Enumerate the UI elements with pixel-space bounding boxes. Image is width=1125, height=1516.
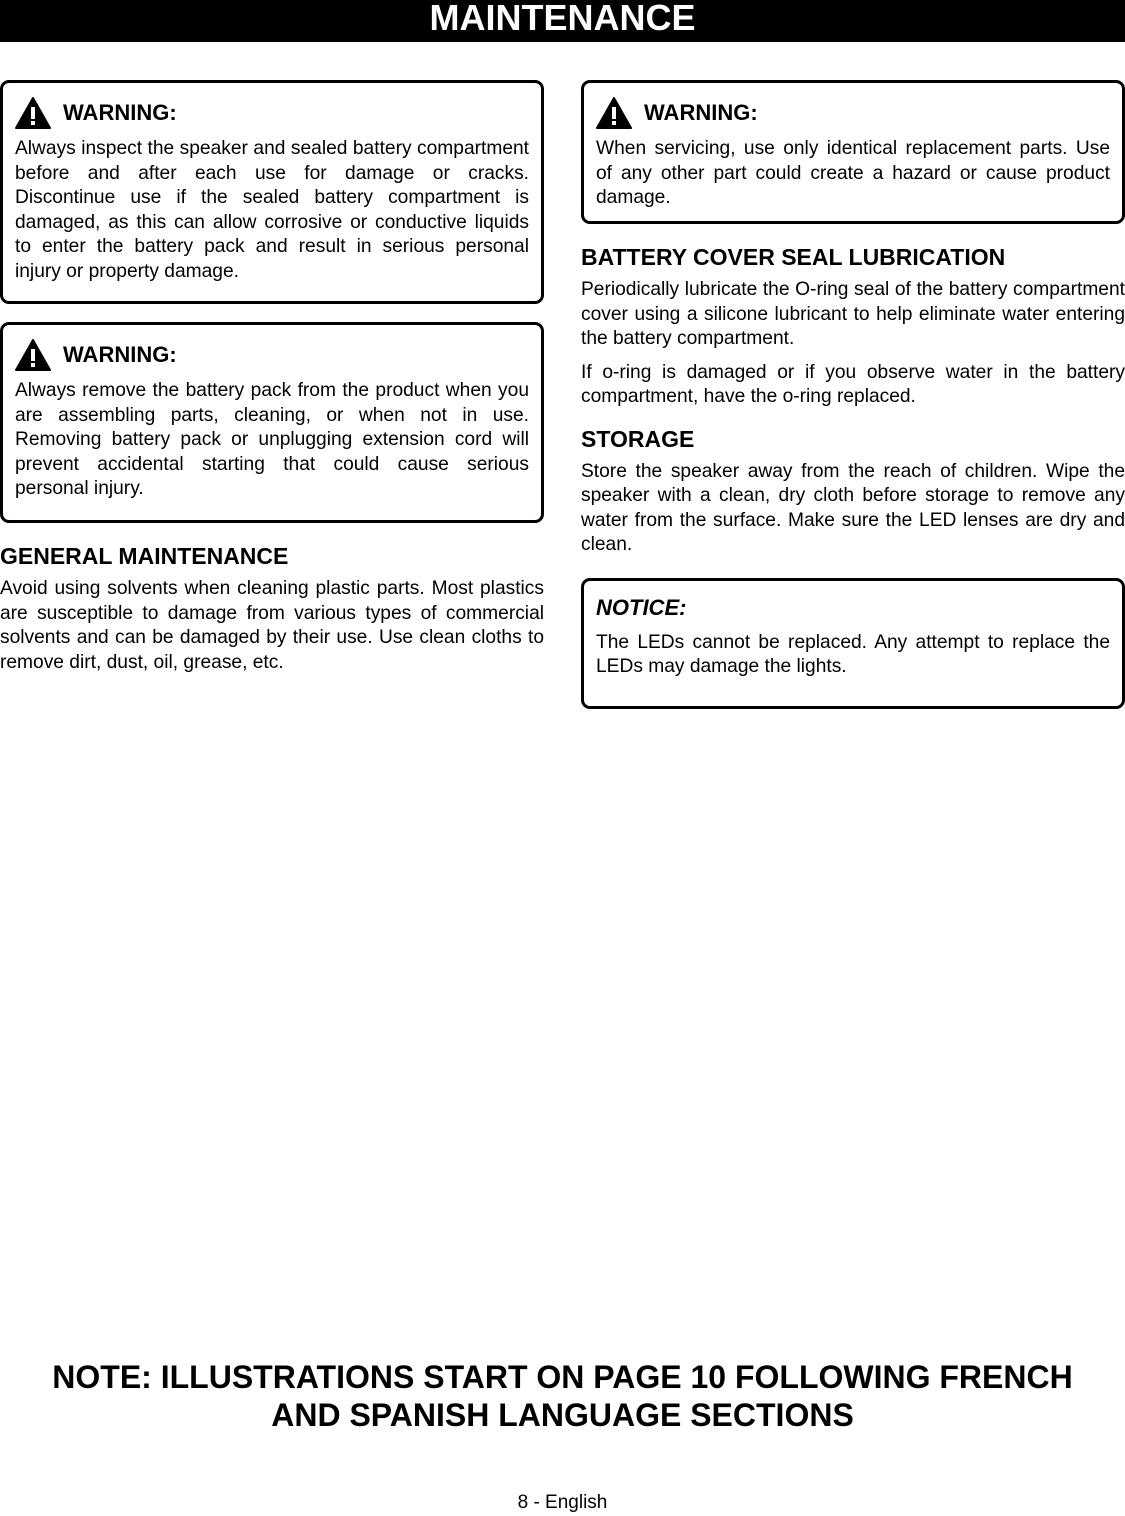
page-title: MAINTENANCE — [429, 0, 696, 38]
warning-box-remove-battery — [0, 322, 544, 523]
warning-title: WARNING: — [63, 342, 177, 367]
warning-box-replacement-parts — [581, 80, 1125, 224]
warning-header — [596, 97, 1110, 129]
page-number: 8 - English — [517, 1492, 608, 1513]
right-column — [581, 80, 1125, 727]
battery-seal-heading: BATTERY COVER SEAL LUBRICATION — [581, 244, 1006, 270]
warning-title: WARNING: — [63, 100, 177, 125]
illustrations-note-line-2: AND SPANISH LANGUAGE SECTIONS — [271, 1397, 854, 1433]
warning-text: Always remove the battery pack from the product when you are assembling parts, cleaning, or when not in use. Removing battery pack or unplugging extension cord will prevent accidental starting that could cause serious personal injury. — [15, 380, 529, 499]
page-header — [0, 0, 1125, 42]
general-maintenance-text: Avoid using solvents when cleaning plastic parts. Most plastics are susceptible to damage from various types of commercial solvents and can be damaged by their use. Use clean cloths to remove dirt, dust, oil, grease, etc. — [0, 578, 544, 673]
illustrations-note — [0, 1358, 1125, 1434]
storage-text: Store the speaker away from the reach of children. Wipe the speaker with a clean, dry cloth before storage to remove any water from the surface. Make sure the LED lenses are dry and clean. — [581, 460, 1125, 555]
warning-box-inspect — [0, 80, 544, 304]
notice-box — [581, 578, 1125, 709]
storage-heading: STORAGE — [581, 425, 695, 452]
illustrations-note-line-1: NOTE: ILLUSTRATIONS START ON PAGE 10 FOLLOWING FRENCH — [52, 1359, 1073, 1395]
warning-text: When servicing, use only identical replacement parts. Use of any other part could create a hazard or cause product damage. — [596, 138, 1110, 208]
warning-triangle-icon — [15, 97, 51, 129]
battery-seal-paragraph-1: Periodically lubricate the O-ring seal of the battery compartment cover using a silicone lubricant to help eliminate water entering the battery compartment. — [581, 279, 1125, 349]
notice-title: NOTICE: — [596, 594, 687, 620]
warning-header — [15, 97, 529, 129]
warning-triangle-icon — [596, 97, 632, 129]
left-column — [0, 80, 544, 684]
warning-text: Always inspect the speaker and sealed battery compartment before and after each use for damage or cracks. Discontinue use if the sealed battery compartment is damaged, as this can allow corrosive or conductive liquids to enter the battery pack and result in serious personal injury or property damage. — [15, 138, 529, 282]
general-maintenance-heading: GENERAL MAINTENANCE — [0, 543, 289, 569]
notice-text: The LEDs cannot be replaced. Any attempt to replace the LEDs may damage the lights. — [596, 631, 1110, 677]
warning-header — [15, 339, 529, 371]
battery-seal-paragraph-2: If o-ring is damaged or if you observe water in the battery compartment, have the o-ring replaced. — [581, 361, 1125, 407]
warning-title: WARNING: — [644, 100, 758, 125]
warning-triangle-icon — [15, 339, 51, 371]
